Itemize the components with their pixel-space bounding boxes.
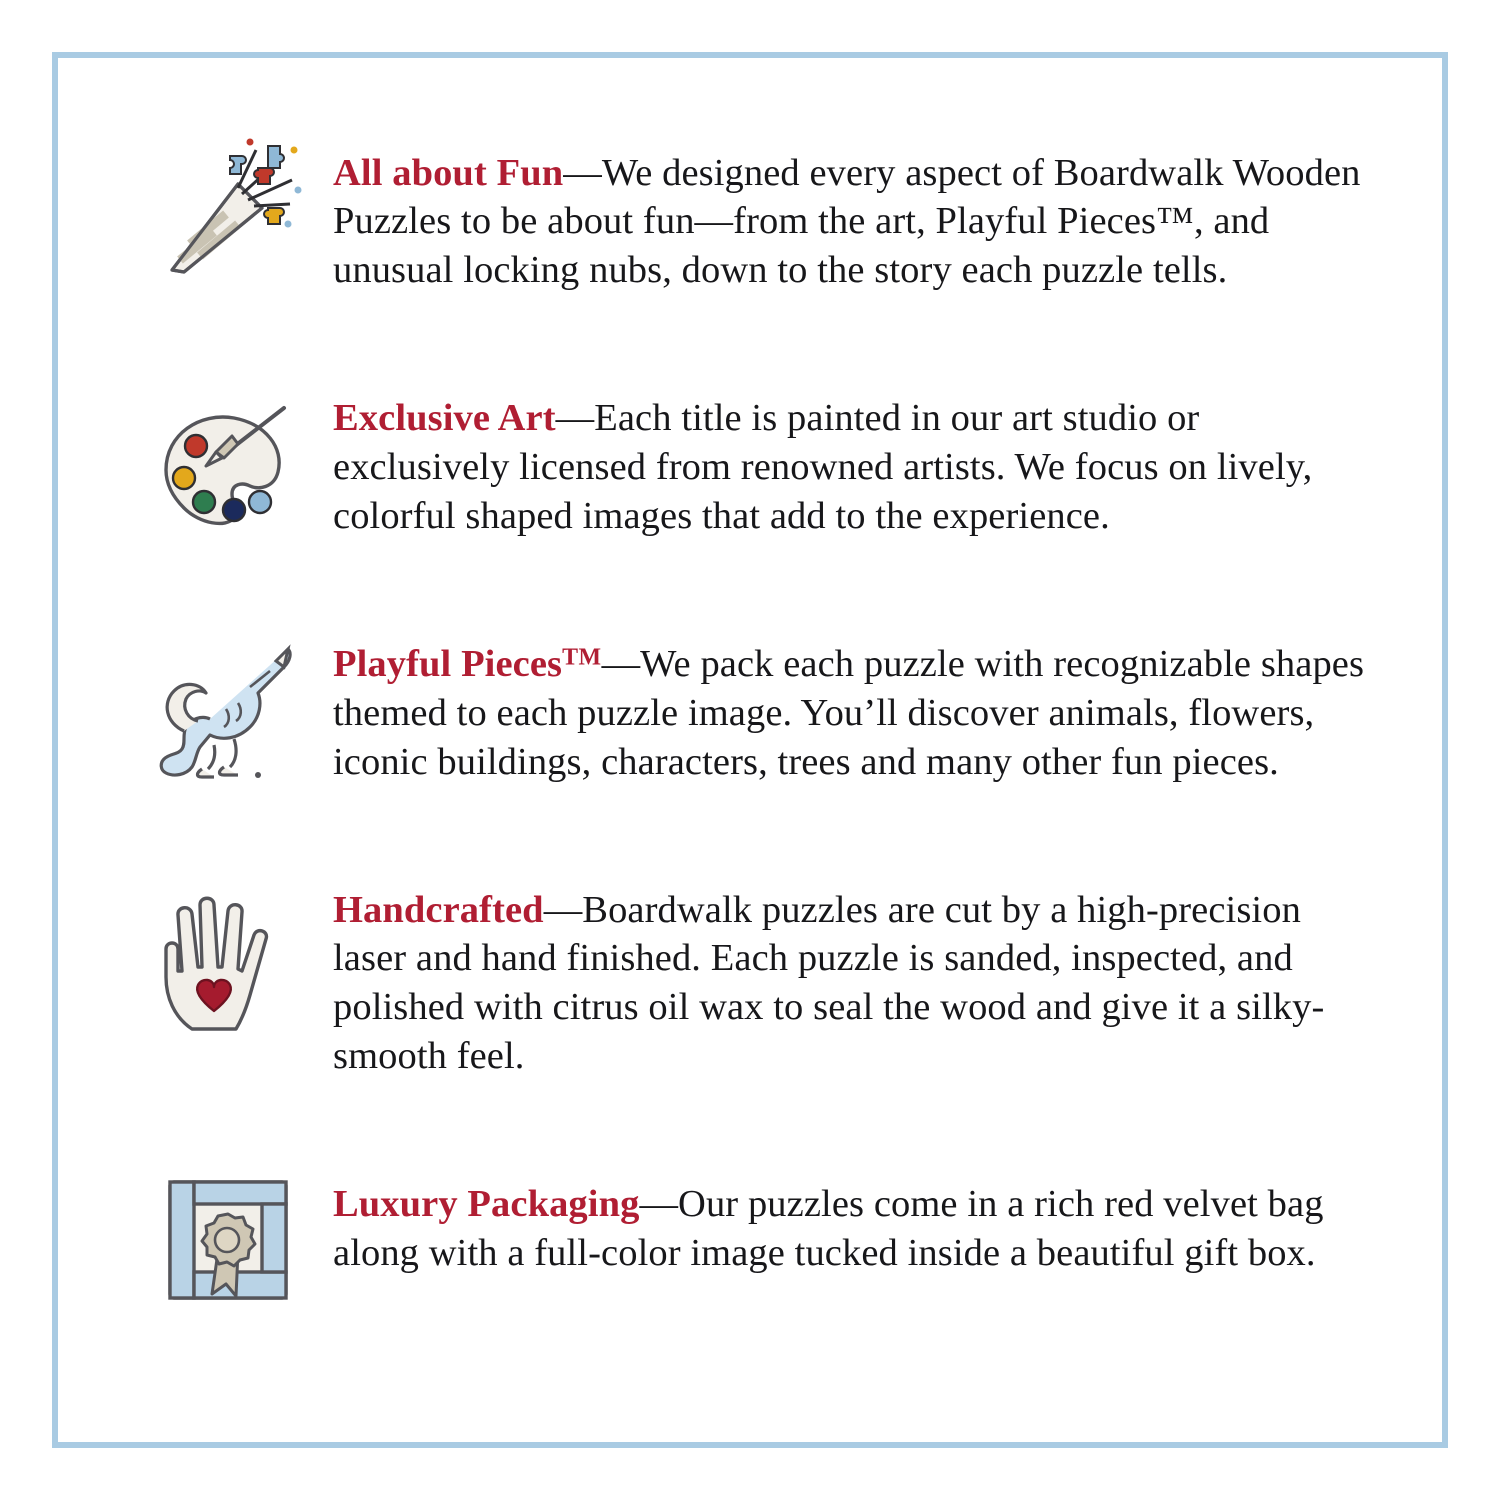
feature-text-cell (333, 1142, 1382, 1317)
feature-text-cell (333, 847, 1382, 1120)
bordered-panel (52, 52, 1448, 1448)
feature-title: All about Fun (333, 151, 564, 194)
feature-item (118, 110, 1382, 334)
feature-paragraph (333, 1180, 1372, 1278)
feature-text-cell (333, 601, 1382, 825)
feature-title: Handcrafted (333, 888, 544, 931)
feature-item (118, 356, 1382, 580)
feature-text-cell (333, 356, 1382, 580)
feature-title: Luxury Packaging (333, 1183, 640, 1226)
feature-title: Exclusive Art (333, 397, 556, 440)
feature-paragraph (333, 886, 1372, 1082)
feature-paragraph (333, 394, 1372, 541)
feature-body: —Our puzzles come in a rich red velvet bag along with a full-color image tucked inside a beautiful gift box. (333, 1183, 1324, 1274)
paint-palette-brush-icon (118, 356, 333, 553)
feature-item (118, 847, 1382, 1120)
violin-squirrel-puzzle-piece-icon (118, 601, 333, 802)
gift-box-ribbon-icon (118, 1142, 333, 1329)
feature-body: —We pack each puzzle with recognizable shapes themed to each puzzle image. You’ll discover animals, flowers, iconic buildings, characters, trees and many other fun pieces. (333, 642, 1365, 783)
feature-text-cell (333, 110, 1382, 334)
hand-with-heart-icon (118, 847, 333, 1054)
feature-body: —Each title is painted in our art studio or exclusively licensed from renowned artists. We focus on lively, colorful shaped images that add to the experience. (333, 397, 1313, 537)
feature-title: Playful Pieces (333, 642, 563, 685)
feature-item (118, 1142, 1382, 1329)
feature-body: —We designed every aspect of Boardwalk Wooden Puzzles to be about fun—from the art, Playful Pieces™, and unusual locking nubs, down to the story each puzzle tells. (333, 151, 1361, 292)
feature-body: —Boardwalk puzzles are cut by a high-precision laser and hand finished. Each puzzle is sanded, inspected, and polished with citrus oil wax to seal the wood and give it a silky-smooth feel. (333, 888, 1325, 1078)
party-popper-puzzle-icon (118, 110, 333, 295)
trademark-mark: TM (562, 644, 602, 671)
feature-item (118, 601, 1382, 825)
feature-paragraph (333, 640, 1372, 787)
feature-paragraph (333, 149, 1372, 296)
